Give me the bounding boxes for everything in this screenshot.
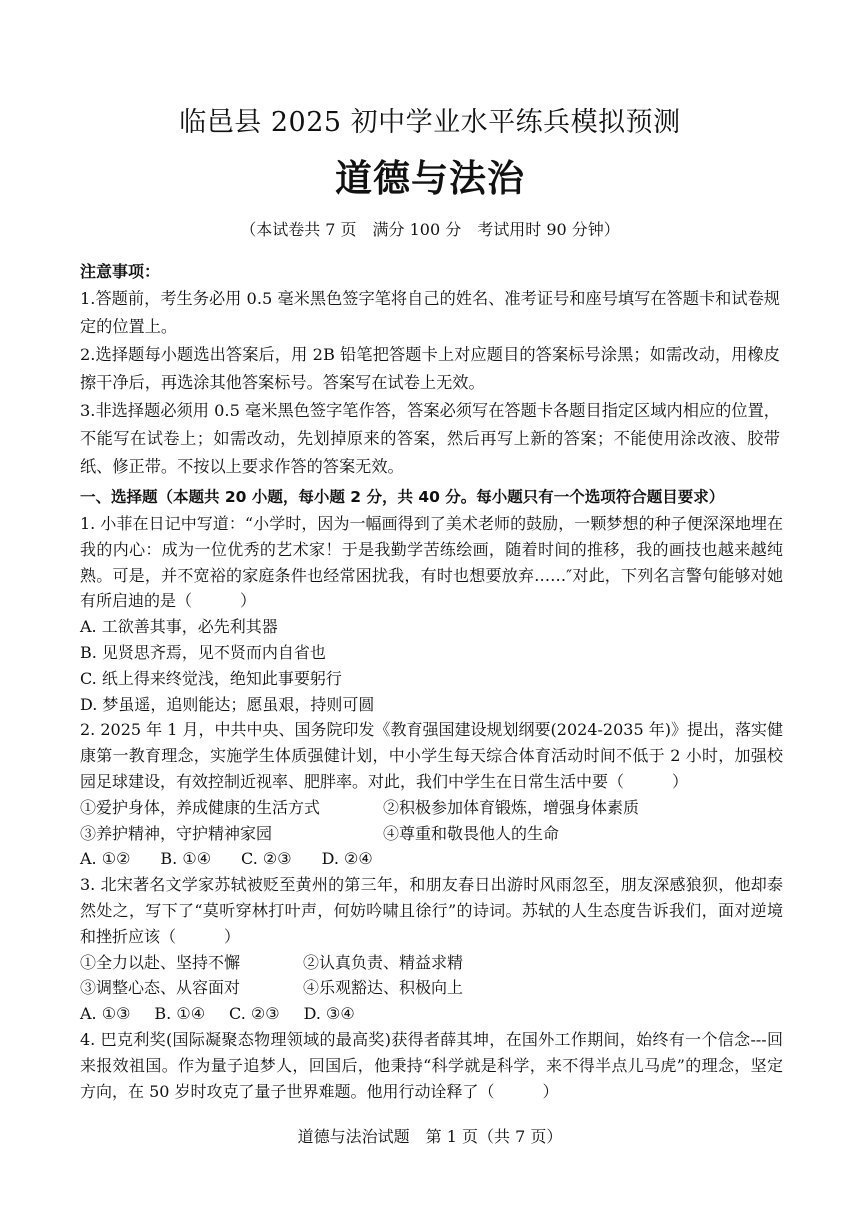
statement-1: ①全力以赴、坚持不懈 <box>80 952 241 972</box>
section-choice <box>80 484 785 511</box>
statement-1: ①爱护身体，养成健康的生活方式 <box>80 797 321 817</box>
choice-c: C. ②③ <box>229 1004 280 1024</box>
statement-3: ③调整心态、从容面对 <box>80 978 241 998</box>
note-item: 1.答题前，考生务必用 0.5 毫米黑色签字笔将自己的姓名、准考证号和座号填写在答题卡和试卷规定的位置上。 <box>80 289 780 336</box>
choice-a: A. ①③ <box>80 1004 131 1024</box>
statement-row <box>80 975 783 1001</box>
statement-row <box>80 950 783 976</box>
exam-title: 临邑县 2025 初中学业水平练兵模拟预测 <box>179 107 681 138</box>
page-footer: 道德与法治试题 第 1 页（共 7 页） <box>297 1127 563 1146</box>
notes-block <box>80 255 780 481</box>
statement-2: ②认真负责、精益求精 <box>303 952 464 972</box>
option-c: C. 纸上得来终觉浅，绝知此事要躬行 <box>80 668 342 688</box>
statement-4: ④乐观豁达、积极向上 <box>303 978 464 998</box>
choice-row <box>80 846 783 872</box>
question-stem: 1. 小菲在日记中写道：“小学时，因为一幅画得到了美术老师的鼓励，一颗梦想的种子便深深地埋在我的内心：成为一位优秀的艺术家！于是我勤学苦练绘画，随着时间的推移，我的画技也越来越纯熟。可是，并不宽裕的家庭条件也经常困扰我，有时也想要放弃……″对此，下列名言警句能够对她有所启迪的是（ ） <box>80 514 783 611</box>
statement-row <box>80 795 783 821</box>
option-a: A. 工欲善其事，必先利其器 <box>80 617 278 637</box>
question-3 <box>80 872 783 1027</box>
statement-2: ②积极参加体育锻炼，增强身体素质 <box>383 797 640 817</box>
choice-d: D. ③④ <box>303 1004 355 1024</box>
exam-info: （本试卷共 7 页 满分 100 分 考试用时 90 分钟） <box>240 220 620 239</box>
question-stem: 3. 北宋著名文学家苏轼被贬至黄州的第三年，和朋友春日出游时风雨忽至，朋友深感狼狈，他却泰然处之，写下了“莫听穿林打叶声，何妨吟啸且徐行”的诗词。苏轼的人生态度告诉我们，面对逆境和挫折应该（ ） <box>80 875 783 946</box>
option-b: B. 见贤思齐焉，见不贤而内自省也 <box>80 642 326 662</box>
choice-b: B. ①④ <box>160 849 212 869</box>
statement-4: ④尊重和敬畏他人的生命 <box>383 823 560 843</box>
question-stem: 2. 2025 年 1 月，中共中央、国务院印发《教育强国建设规划纲要(2024-2035 年)》提出，落实健康第一教育理念，实施学生体质强健计划，中小学生每天综合体育活动时间不低于 2 小时，加强校园足球建设，有效控制近视率、肥胖率。对此，我们中学生在日常生活中要（ ） <box>80 720 783 791</box>
choice-b: B. ①④ <box>154 1004 206 1024</box>
note-item: 3.非选择题必须用 0.5 毫米黑色签字笔作答，答案必须写在答题卡各题目指定区域内相应的位置，不能写在试卷上；如需改动，先划掉原来的答案，然后再写上新的答案；不能使用涂改液、胶带纸、修正带。不按以上要求作答的答案无效。 <box>80 401 780 476</box>
choice-row <box>80 1001 783 1027</box>
notes-heading: 注意事项： <box>80 262 161 281</box>
statement-3: ③养护精神，守护精神家园 <box>80 823 273 843</box>
choice-c: C. ②③ <box>241 849 292 869</box>
question-1 <box>80 511 783 717</box>
note-item: 2.选择题每小题选出答案后，用 2B 铅笔把答题卡上对应题目的答案标号涂黑；如需改动，用橡皮擦干净后，再选涂其他答案标号。答案写在试卷上无效。 <box>80 345 780 392</box>
question-2 <box>80 717 783 872</box>
choice-a: A. ①② <box>80 849 131 869</box>
question-list <box>80 511 783 1104</box>
subject-title: 道德与法治 <box>335 157 525 200</box>
section-heading: 一、选择题（本题共 20 小题，每小题 2 分，共 40 分。每小题只有一个选项符合题目要求） <box>80 488 725 506</box>
option-d: D. 梦虽遥，追则能达；愿虽艰，持则可圆 <box>80 694 375 714</box>
question-4 <box>80 1027 783 1104</box>
question-stem: 4. 巴克利奖(国际凝聚态物理领域的最高奖)获得者薛其坤，在国外工作期间，始终有一个信念---回来报效祖国。作为量子追梦人，回国后，他秉持“科学就是科学，来不得半点儿马虎”的理念，坚定方向，在 50 岁时攻克了量子世界难题。他用行动诠释了（ ） <box>80 1029 783 1101</box>
choice-d: D. ②④ <box>321 849 373 869</box>
statement-row <box>80 821 783 847</box>
